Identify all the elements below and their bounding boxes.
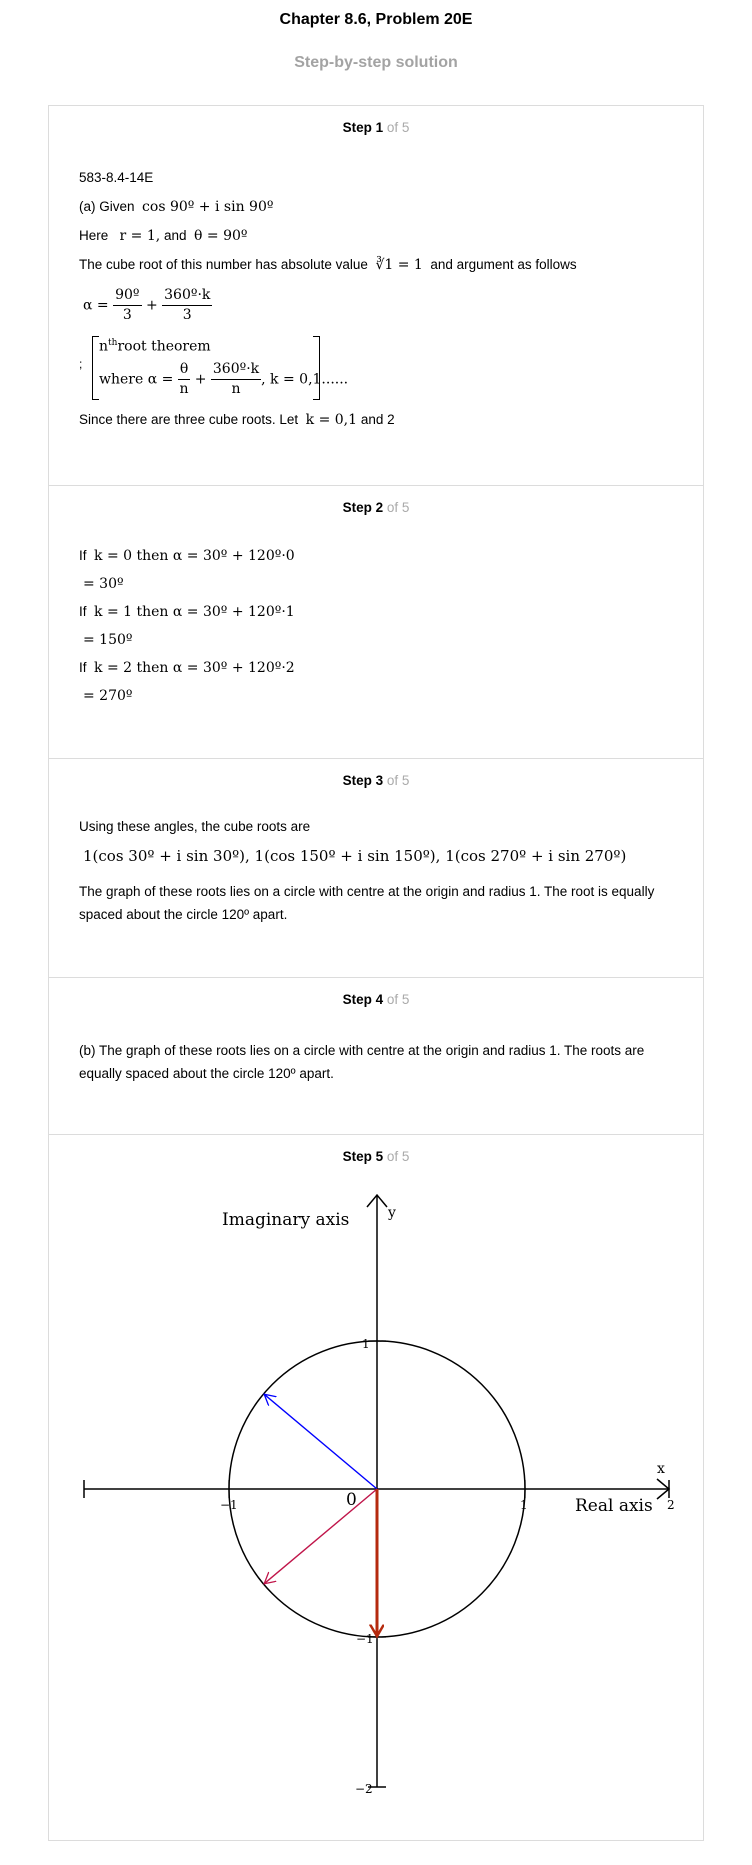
step2-line-3 (79, 604, 295, 620)
step-1-of: of 5 (386, 120, 410, 135)
bracket-br (313, 399, 319, 400)
theorem-name (99, 338, 211, 355)
given-label: (a) Given (79, 199, 135, 214)
step2-line-5 (79, 660, 295, 676)
step-4-heading (49, 992, 703, 1007)
tick-label-y-pos1: 1 (362, 1337, 370, 1351)
step2-line-6: = 270º (83, 688, 133, 704)
cube-root-expr: ∛1 = 1 (375, 257, 423, 273)
step-3-heading (49, 773, 703, 788)
semicolon: ; (79, 357, 83, 371)
frac4-den: n (231, 381, 241, 397)
step-5-of: of 5 (386, 1149, 410, 1164)
theorem-rest: root theorem (117, 338, 211, 355)
tick-label-y-neg1: −1 (356, 1632, 374, 1646)
frac2-num: 360º·k (162, 286, 212, 306)
tick-label-x-pos2: 2 (667, 1498, 675, 1512)
root-vector-210 (264, 1489, 377, 1584)
y-label: y (388, 1205, 396, 1221)
step2-line-4: = 150º (83, 632, 133, 648)
where-label: where α = (99, 371, 174, 388)
origin-label: 0 (346, 1490, 357, 1510)
step3-roots-expr: 1(cos 30º + i sin 30º), 1(cos 150º + i sin 150º), 1(cos 270º + i sin 270º) (83, 847, 627, 865)
bracket-tr (313, 336, 319, 337)
theorem-sup: th (108, 338, 118, 348)
step-3-of: of 5 (386, 773, 410, 788)
step-3-label: Step 3 (342, 773, 384, 788)
bracket-bl (93, 399, 99, 400)
theta-expr: θ = 90º (194, 228, 248, 244)
step-1-label: Step 1 (342, 120, 384, 135)
since-line (79, 412, 395, 428)
step2-expr-5: k = 2 then α = 30º + 120º·2 (94, 660, 295, 676)
step2-line-2: = 30º (83, 576, 124, 592)
imag-axis-label: Imaginary axis (222, 1210, 350, 1230)
tick-label-y-neg2: −2 (355, 1782, 373, 1796)
fraction-360k-over-3 (162, 286, 212, 325)
tick-label-x-pos1: 1 (520, 1498, 528, 1512)
page-subtitle: Step-by-step solution (294, 54, 458, 71)
frac3-den: n (179, 381, 189, 397)
frac1-num: 90º (113, 286, 141, 306)
page-title: Chapter 8.6, Problem 20E (279, 11, 473, 28)
real-axis-label: Real axis (575, 1496, 653, 1516)
step-2-card (48, 485, 704, 760)
if-label: If (79, 604, 87, 619)
step2-expr-1: k = 0 then α = 30º + 120º·0 (94, 548, 295, 564)
bracket-tl (93, 336, 99, 337)
step-1-heading (49, 120, 703, 135)
cube-root-line (79, 257, 577, 273)
complex-plane-graph (49, 1135, 703, 1840)
step-2-of: of 5 (386, 500, 410, 515)
tick-label-x-neg1: −1 (220, 1498, 238, 1512)
alpha-lhs: α = (83, 297, 109, 314)
frac3-num: θ (178, 360, 190, 380)
let-expr: k = 0,1 (305, 412, 358, 428)
theorem-formula: where α = $\frac{\theta}{n}$ + $\frac{\text{360º·k}}{n}$ , k = 0,1...... (99, 361, 349, 397)
step-2-heading (49, 500, 703, 515)
and-label: and (163, 228, 187, 243)
step-4-card (48, 977, 704, 1136)
r-expr: r = 1, (119, 228, 161, 244)
x-label: x (657, 1461, 665, 1477)
and-two: and 2 (360, 412, 395, 427)
given-line (79, 199, 273, 215)
step-2-label: Step 2 (342, 500, 384, 515)
step4-paragraph: (b) The graph of these roots lies on a circle with centre at the origin and radius 1. The roots are equally spaced about the circle 120º apart. (79, 1043, 645, 1081)
k-values: , k = 0,1...... (261, 371, 349, 388)
step-5-label: Step 5 (342, 1149, 384, 1164)
step2-line-1 (79, 548, 295, 564)
step3-intro: Using these angles, the cube roots are (79, 819, 311, 834)
root-vector-150 (264, 1394, 377, 1489)
theorem-n: n (99, 338, 109, 355)
argument-text: and argument as follows (430, 257, 577, 272)
step-1-card (48, 105, 704, 487)
given-expr: cos 90º + i sin 90º (142, 199, 274, 215)
step2-expr-3: k = 1 then α = 30º + 120º·1 (94, 604, 295, 620)
here-label: Here (79, 228, 109, 243)
step3-paragraph: The graph of these roots lies on a circle with centre at the origin and radius 1. The root is equally spaced about the circle 120º apart. (79, 884, 655, 922)
frac2-den: 3 (182, 307, 192, 323)
if-label: If (79, 660, 87, 675)
problem-ref: 583-8.4-14E (79, 170, 154, 185)
step-3-card (48, 758, 704, 979)
here-line (79, 228, 248, 244)
frac4-num: 360º·k (211, 360, 261, 380)
if-label: If (79, 548, 87, 563)
alpha-formula: α = $\frac{\text{90º}}{3}$ + $\frac{\text{360º·k}}{3}$ (83, 287, 211, 323)
step-5-card (48, 1134, 704, 1841)
fraction-360k-over-n (211, 360, 261, 399)
cube-root-text: The cube root of this number has absolute value (79, 257, 368, 272)
frac1-den: 3 (122, 307, 132, 323)
theorem-bracket (92, 336, 349, 400)
since-text: Since there are three cube roots. Let (79, 412, 299, 427)
step-4-label: Step 4 (342, 992, 384, 1007)
fraction-theta-over-n (178, 360, 190, 399)
fraction-90-over-3 (113, 286, 141, 325)
step-4-of: of 5 (386, 992, 410, 1007)
